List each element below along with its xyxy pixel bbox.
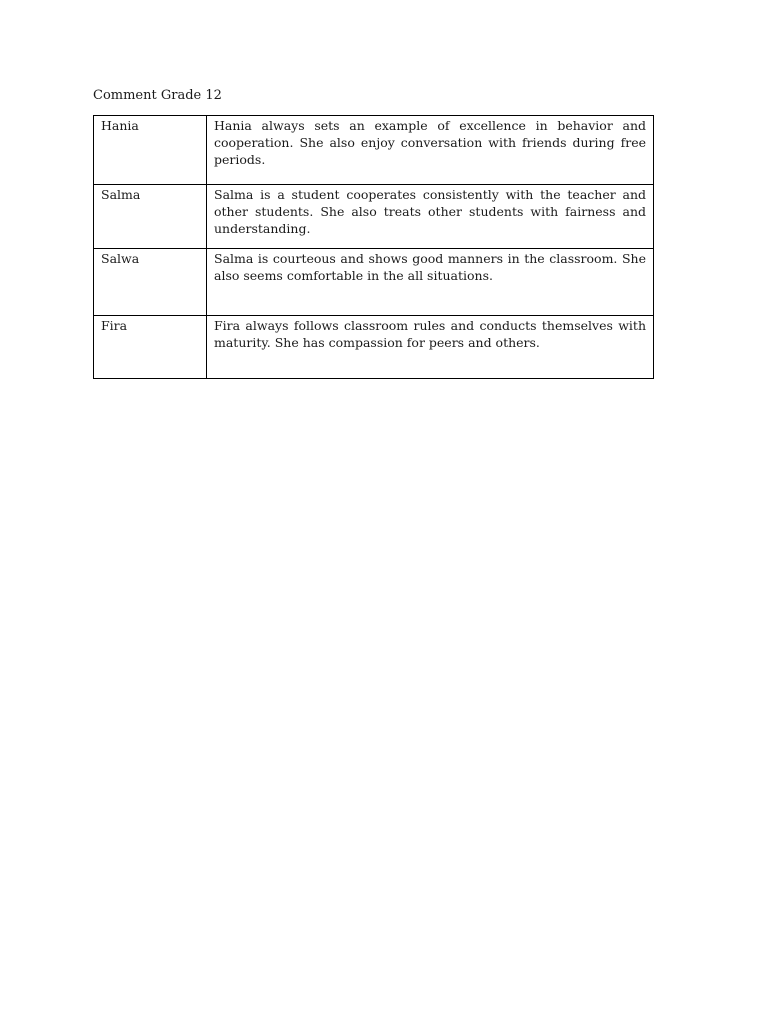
table-row xyxy=(94,185,654,249)
student-comment-cell: Hania always sets an example of excellence in behavior and cooperation. She also enjoy conversation with friends during free periods. xyxy=(207,116,654,185)
student-comments-table xyxy=(93,115,654,379)
table-row xyxy=(94,116,654,185)
student-comment-cell: Salma is courteous and shows good manners in the classroom. She also seems comfortable in the all situations. xyxy=(207,249,654,316)
student-comment-cell: Salma is a student cooperates consistently with the teacher and other students. She also treats other students with fairness and understanding. xyxy=(207,185,654,249)
document-title: Comment Grade 12 xyxy=(93,88,222,103)
student-name-cell: Salwa xyxy=(94,249,207,316)
table-row xyxy=(94,249,654,316)
table-row xyxy=(94,316,654,379)
student-name-cell: Salma xyxy=(94,185,207,249)
student-name-cell: Hania xyxy=(94,116,207,185)
student-name-cell: Fira xyxy=(94,316,207,379)
student-comment-cell: Fira always follows classroom rules and conducts themselves with maturity. She has compassion for peers and others. xyxy=(207,316,654,379)
